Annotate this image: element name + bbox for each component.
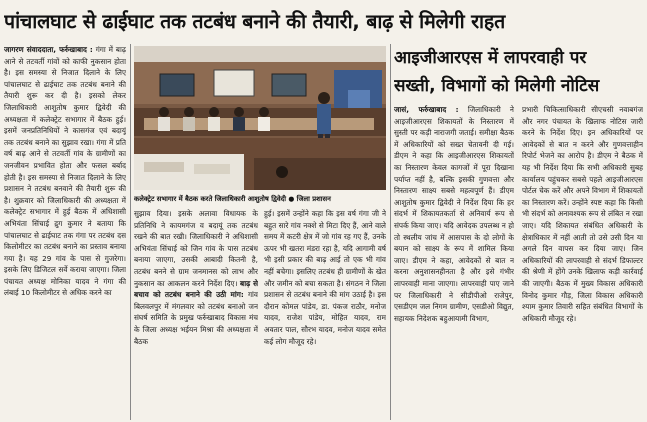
main-col3-text: हुई। इसमें उन्होंने कहा कि इस वर्ष गंगा जी ने बहुत सारे गांव नक्शे से मिटा दिए हैं, आने वाले समय में कटरी क्षेत्र में जो गांव रह गए हैं, उनके ऊपर भी खतरा मंडरा रहा है, यदि आगामी वर्ष भी इसी प्रकार की बाढ़ आई तो एक भी गांव नहीं बचेगा। इसलिए तटबंध ही ग्रामीणों के खेत और जमीन को बचा सकता है। संगठन ने जिला प्रशासन से तटबंध बनाने की मांग उठाई है। इस दौरान कोमल पांडेय, डा. पंकज राठौर, मनोज यादव, राजेश पांडेय, मोहित यादव, राम अवतार पाल, सौरभ यादव, मनोज यादव समेत कई लोग मौजूद रहे। — [264, 209, 386, 346]
side-headline — [394, 44, 643, 102]
main-byline: जागरण संवाददाता, फर्रुखाबाद : — [4, 45, 93, 54]
side-byline: जासं, फर्रुखाबाद : — [394, 105, 459, 114]
meeting-photo — [134, 46, 386, 190]
meeting-photo-illustration — [134, 46, 386, 190]
main-col2-text2: गांव बिलवलपुर में मंगलवार को तटबंध बनाओ जन संघर्ष समिति के प्रमुख फर्रुखाबाद विकास मंच के जिला अध्यक्ष भईयन मिश्रा की अध्यक्षता में बैठक — [134, 290, 258, 346]
main-article-column-3 — [264, 208, 386, 420]
main-col1-text: गंगा में बाढ़ आने से तटवर्ती गांवों को काफी नुकसान होता है। इस समस्या से निजात दिलाने के लिए पांचालघाट से ढाईघाट तक तटबंध बनाने की तैयारी शुरू कर दी है। इसको लेकर जिलाधिकारी आशुतोष कुमार द्विवेदी की अध्यक्षता में कलेक्ट्रेट सभागार में बैठक हुई। इसमें जनप्रतिनिधियों ने कासगंज एवं बदायूं तक तटबंध बनाने का सुझाव रखा। गंगा में प्रति वर्ष बाढ़ आने से तटवर्ती गांव के ग्रामीणों का जनजीवन प्रभावित होता और फसल बर्बाद होती है। इस समस्या से निजात दिलाने के लिए प्रशासन ने तटबंध बनवाने की तैयारी शुरू की है। शुक्रवार को जिलाधिकारी की अध्यक्षता में कलेक्ट्रेट सभागार में हुई बैठक में अधिशासी अभियंता सिंचाई द्रुग कुमार ने बताया कि पांचालघाट से ढाईघाट तक गंगा पर तटबंध दस किलोमीटर का तटबंध बनाने का प्रस्ताव बनाया गया है। यह 29 गांव के पास से गुजरेगा। इसके लिए डिजिटल सर्वे कराया जाएगा। जिला पंचायत अध्यक्ष मोनिका यादव ने गंगा की लंबाई 10 किलोमीटर से अधिक करने का — [4, 45, 126, 298]
column-divider — [390, 44, 391, 420]
side-headline-line-2: सख्ती, विभागों को मिलेगी नोटिस — [394, 76, 600, 96]
side-col1-text: जिलाधिकारी ने आइजीआरएस शिकायतों के निस्तारण में सुस्ती पर कड़ी नाराजगी जताई। समीक्षा बैठक में अधिकारियों को सख्त चेतावनी दी गई। डीएम ने कहा कि आइजीआरएस शिकायतों का निस्तारण केवल कागजों में पूरा दिखाना पर्याप्त नहीं है, बल्कि इसकी गुणवत्ता और निस्तारण साक्ष्य सबसे महत्वपूर्ण हैं। डीएम आशुतोष कुमार द्विवेदी ने निर्देश दिया कि हर संदर्भ में शिकायतकर्ता से अनिवार्य रूप से संपर्क किया जाए। यदि आवेदक उपलब्ध न हो तो स्थलीय जांच में आसपास के दो लोगों के बयान को साक्ष्य के रूप में शामिल किया जाए। डीएम ने कहा, आवेदकों से बात न करना अनुशासनहीनता है और इसे गंभीर लापरवाही माना जाएगा। लापरवाही पाए जाने पर जिलाधिकारी ने सीडीपीओ राजेपुर, एसडीएम जल निगम ग्रामीण, एसडीओ विद्युत, सहायक निदेशक बहुआयामी विभाग, — [394, 105, 514, 323]
main-col2-text: सुझाव दिया। इसके अलावा विधायक के प्रतिनिधि ने कायमगंज व बदायूं तक तटबंध रखने की बात रखी। जिलाधिकारी ने अधिशासी अभियंता सिंचाई को जिन गांव के पास तटबंध बनाया जाएगा, उसकी आबादी कितनी है, तटबंध बनने से ग्राम जनमानस को लाभ और नुकसान का आकलन करने निर्देश दिए। — [134, 209, 258, 288]
main-article-column-1 — [4, 44, 126, 420]
main-headline: पांचालघाट से ढाईघाट तक तटबंध बनाने की तैयारी, बाढ़ से मिलेगी राहत — [4, 10, 505, 33]
side-article-column-1 — [394, 104, 514, 420]
side-col2-text: प्रभारी चिकित्साधिकारी सीएचसी नवाबगंज और नगर पंचायत के खिलाफ नोटिस जारी करने के निर्देश दिए। इन अधिकारियों पर आवेदकों से बात न करने और गुणवत्ताहीन रिपोर्ट भेजने का आरोप है। डीएम ने बैठक में यह भी निर्देश दिया कि सभी अधिकारी सुबह कार्यालय पहुंचकर सबसे पहले आइजीआरएस पोर्टल चेक करें और अपने विभाग में शिकायतों का निस्तारण करें। उन्होंने स्पष्ट कहा कि किसी भी संदर्भ को अनावश्यक रूप से लंबित न रखा जाए। यदि शिकायत संबंधित अधिकारी के क्षेत्राधिकार में नहीं आती तो उसे उसी दिन या अगले दिन वापस कर दिया जाए। जिन अधिकारियों की लापरवाही से संदर्भ डिफाल्टर की श्रेणी में होंगे उनके खिलाफ कड़ी कार्रवाई की जाएगी। बैठक में मुख्य विकास अधिकारी विनोद कुमार गौड़, जिला विकास अधिकारी श्याम कुमार तिवारी सहित संबंधित विभागों के अधिकारी मौजूद रहे। — [522, 105, 643, 323]
side-article-column-2 — [522, 104, 643, 420]
main-subheading: बाढ़ से बचाव को तटबंध बनाने की उठी मांग: — [134, 278, 258, 300]
side-headline-line-1: आइजीआरएस में लापरवाही पर — [394, 48, 587, 68]
main-article-column-2 — [134, 208, 258, 420]
photo-caption: कलेक्ट्रेट सभागार में बैठक करते जिलाधिकारी आशुतोष द्विवेदी ● जिला प्रशासन — [134, 195, 331, 203]
column-divider — [130, 44, 131, 420]
